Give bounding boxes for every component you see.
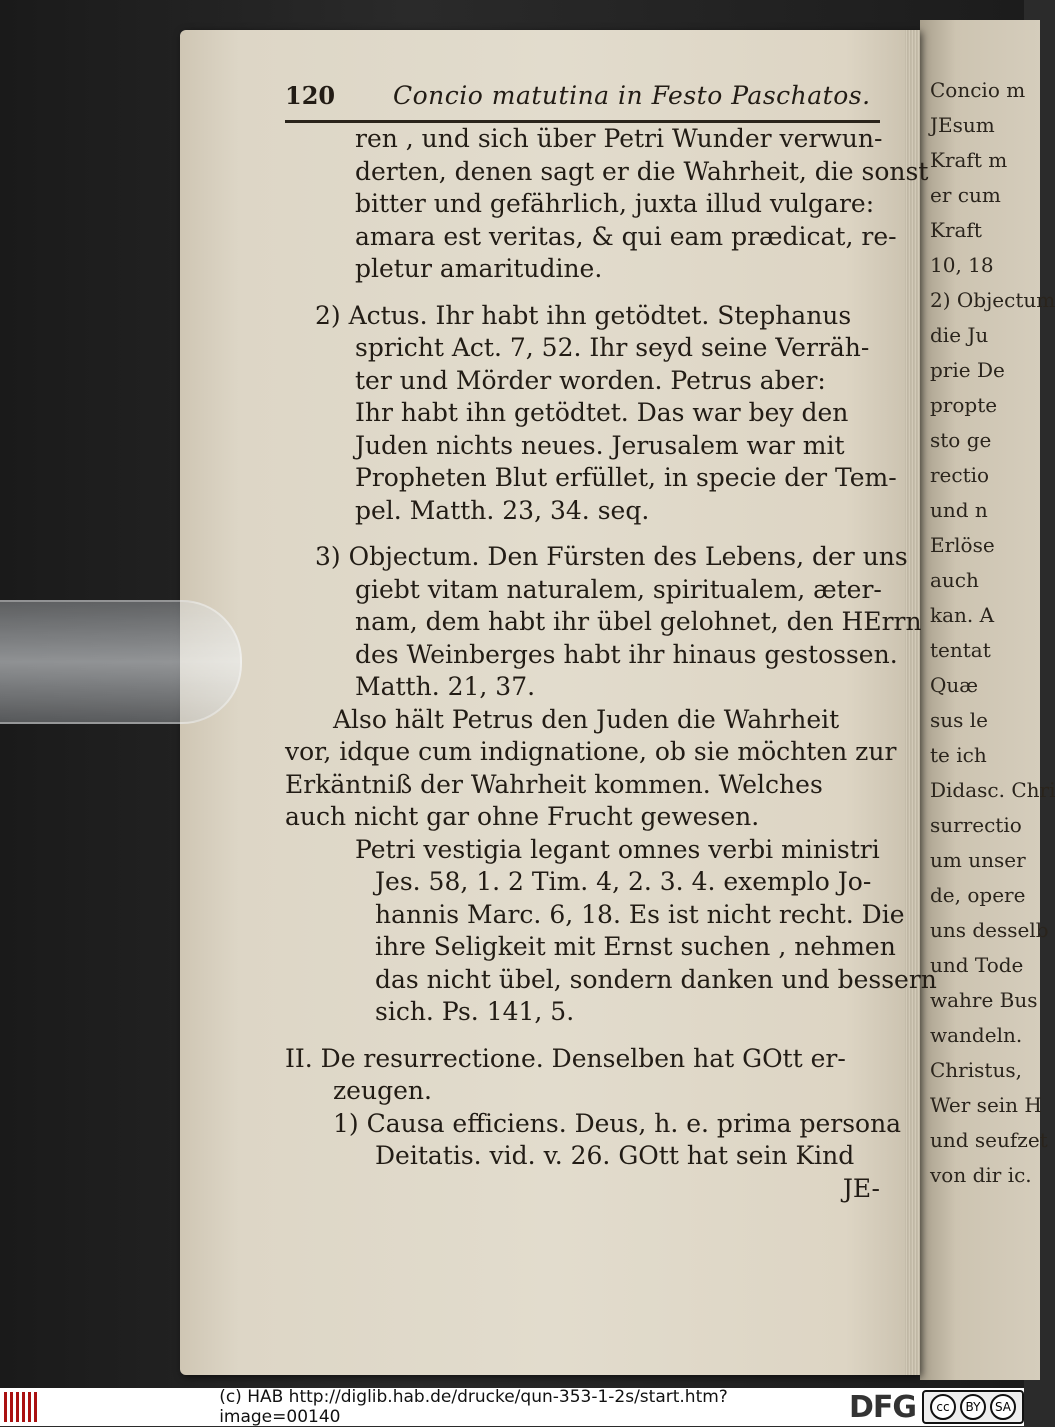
facing-page-fragment: uns desselb — [930, 918, 1049, 942]
sa-icon: SA — [990, 1394, 1016, 1420]
facing-page-fragment: rectio — [930, 463, 990, 487]
text-line: spricht Act. 7, 52. Ihr seyd seine Verräh- — [355, 333, 870, 362]
text-line: 1) Causa efficiens. Deus, h. e. prima persona — [333, 1108, 902, 1138]
facing-page-fragment: und Tode — [930, 953, 1024, 977]
facing-page-fragment: sto ge — [930, 428, 992, 452]
text-line: 3) Objectum. Den Fürsten des Lebens, der uns — [315, 542, 908, 571]
text-line: zeugen. — [333, 1076, 432, 1105]
facing-page-fragment: Christus, — [930, 1058, 1022, 1082]
facing-page-fragment: auch — [930, 568, 979, 592]
paragraph-gap — [285, 1029, 880, 1043]
text-line: Matth. 21, 37. — [355, 672, 536, 701]
text-line: ihre Seligkeit mit Ernst suchen , nehmen — [375, 932, 896, 961]
text-line: pel. Matth. 23, 34. seq. — [355, 495, 650, 525]
facing-page-fragment: tentat — [930, 638, 991, 662]
page-edges — [905, 30, 920, 1375]
text-line: bitter und gefährlich, juxta illud vulgare: — [355, 189, 875, 218]
facing-page-fragment: JEsum — [930, 113, 995, 137]
text-line: des Weinberges habt ihr hinaus gestossen. — [355, 639, 898, 669]
glove-finger — [0, 600, 242, 724]
text-line: vor, idque cum indignatione, ob sie möchten zur — [285, 737, 897, 766]
text-line: pletur amaritudine. — [355, 254, 603, 283]
page-text-block — [285, 80, 937, 1205]
text-line: derten, denen sagt er die Wahrheit, die sonst — [355, 156, 929, 186]
text-line: ter und Mörder worden. Petrus aber: — [355, 365, 826, 395]
facing-page-fragment: Kraft — [930, 218, 982, 242]
facing-page — [920, 20, 1055, 1380]
text-line: Propheten Blut erfüllet, in specie der Tem- — [355, 463, 897, 492]
text-line: amara est veritas, & qui eam prædicat, re- — [355, 221, 897, 251]
facing-page-fragment: Didasc. Chri — [930, 778, 1055, 802]
facing-page-fragment: Kraft m — [930, 148, 1008, 172]
text-line: Jes. 58, 1. 2 Tim. 4, 2. 3. 4. exemplo Jo- — [375, 867, 872, 896]
running-header — [285, 80, 880, 123]
text-line: giebt vitam naturalem, spiritualem, æter- — [355, 574, 882, 604]
body-text — [285, 123, 937, 1205]
facing-page-fragment: kan. A — [930, 603, 995, 627]
text-line: nam, dem habt ihr übel gelohnet, den HErrn — [355, 607, 922, 636]
text-line: 2) Actus. Ihr habt ihn getödtet. Stephanus — [315, 300, 852, 330]
text-line: sich. Ps. 141, 5. — [375, 997, 575, 1026]
text-line: ren , und sich über Petri Wunder verwun- — [355, 124, 883, 153]
hab-logo-icon — [4, 1392, 39, 1422]
running-title: Concio matutina in Festo Paschatos. — [393, 81, 871, 110]
facing-page-fragment: und n — [930, 498, 988, 522]
text-line: Petri vestigia legant omnes verbi ministri — [355, 834, 880, 864]
by-icon: BY — [960, 1394, 986, 1420]
facing-page-fragment: Erlöse — [930, 533, 995, 557]
facing-page-fragment: und seufzet — [930, 1128, 1048, 1152]
text-line: II. De resurrectione. Denselben hat GOtt er- — [285, 1043, 846, 1073]
facing-page-fragment: um unser — [930, 848, 1026, 872]
text-line: hannis Marc. 6, 18. Es ist nicht recht. Die — [375, 899, 905, 929]
facing-page-fragment: de, opere — [930, 883, 1026, 907]
facing-page-fragment: von dir ic. — [930, 1163, 1032, 1187]
facing-page-fragment: wandeln. — [930, 1023, 1023, 1047]
text-line: Juden nichts neues. Jerusalem war mit — [355, 430, 845, 460]
text-line: Erkäntniß der Wahrheit kommen. Welches — [285, 769, 823, 799]
facing-page-fragment: sus le — [930, 708, 988, 732]
text-line: Also hält Petrus den Juden die Wahrheit — [333, 704, 840, 734]
facing-page-fragment: te ich — [930, 743, 987, 767]
text-line: Ihr habt ihn getödtet. Das war bey den — [355, 398, 849, 427]
page-number: 120 — [285, 81, 336, 110]
text-line: das nicht übel, sondern danken und bessern — [375, 964, 937, 994]
facing-page-fragment: er cum — [930, 183, 1001, 207]
facing-page-fragment: 10, 18 — [930, 253, 994, 277]
facing-page-fragment: wahre Bus — [930, 988, 1038, 1012]
paragraph-gap — [285, 286, 880, 300]
paragraph-gap — [285, 527, 880, 541]
cc-icon: cc — [930, 1394, 956, 1420]
facing-page-fragment: propte — [930, 393, 998, 417]
facing-page-fragment: prie De — [930, 358, 1005, 382]
dfg-logo: DFG — [848, 1389, 916, 1425]
text-line: auch nicht gar ohne Frucht gewesen. — [285, 802, 760, 831]
facing-page-fragment: Wer sein H — [930, 1093, 1042, 1117]
facing-page-fragment: 2) Objectum — [930, 288, 1055, 312]
copyright-link[interactable]: (c) HAB http://diglib.hab.de/drucke/qun-353-1-2s/start.htm?image=00140 — [219, 1387, 728, 1427]
cc-license-badge[interactable] — [922, 1390, 1024, 1424]
footer-bar — [0, 1388, 1024, 1426]
facing-page-fragment: die Ju — [930, 323, 989, 347]
facing-page-fragment: Quæ — [930, 673, 979, 697]
catchword: JE- — [842, 1173, 880, 1203]
facing-page-fragment: surrectio — [930, 813, 1022, 837]
facing-page-fragment: Concio m — [930, 78, 1026, 102]
text-line: Deitatis. vid. v. 26. GOtt hat sein Kind — [375, 1141, 855, 1170]
